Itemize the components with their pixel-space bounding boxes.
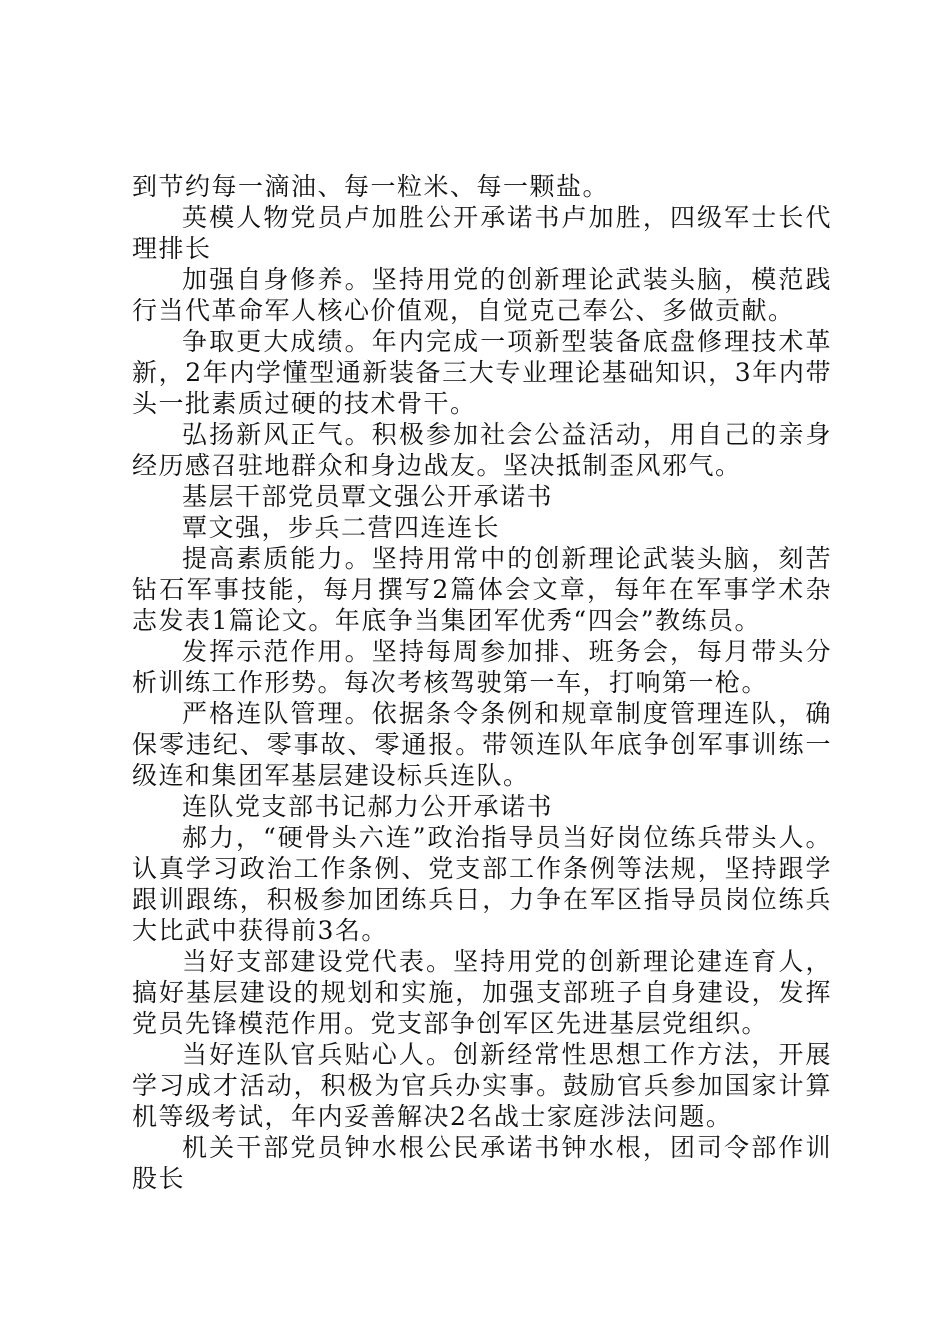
paragraph: 弘扬新风正气。积极参加社会公益活动，用自己的亲身经历感召驻地群众和身边战友。坚决抵制歪风邪气。 [132, 420, 832, 480]
pledge-author-line: 覃文强，步兵二营四连连长 [182, 513, 501, 542]
paragraph: 提高素质能力。坚持用常中的创新理论武装头脑，刻苦钻石军事技能，每月撰写2篇体会文章，每年在军事学术杂志发表1篇论文。年底争当集团军优秀“四会”教练员。 [132, 544, 832, 635]
pledge-heading-zhongshuigen: 机关干部党员钟水根公民承诺书钟水根，团司令部作训股长 [132, 1133, 832, 1193]
paragraph: 加强自身修养。坚持用党的创新理论武装头脑，模范践行当代革命军人核心价值观，自觉克己奉公、多做贡献。 [132, 265, 832, 325]
paragraph-continuation: 到节约每一滴油、每一粒米、每一颗盐。 [132, 172, 610, 201]
paragraph: 当好支部建设党代表。坚持用党的创新理论建连育人，搞好基层建设的规划和实施，加强支部班子自身建设，发挥党员先锋模范作用。党支部争创军区先进基层党组织。 [132, 947, 832, 1038]
pledge-heading-lujiasheng: 英模人物党员卢加胜公开承诺书卢加胜，四级军士长代理排长 [132, 203, 832, 263]
paragraph: 严格连队管理。依据条令条例和规章制度管理连队，确保零违纪、零事故、零通报。带领连队年底争创军事训练一级连和集团军基层建设标兵连队。 [132, 699, 832, 790]
paragraph: 当好连队官兵贴心人。创新经常性思想工作方法，开展学习成才活动，积极为官兵办实事。鼓励官兵参加国家计算机等级考试，年内妥善解决2名战士家庭涉法问题。 [132, 1040, 832, 1131]
paragraph: 争取更大成绩。年内完成一项新型装备底盘修理技术革新，2年内学懂型通新装备三大专业理论基础知识，3年内带头一批素质过硬的技术骨干。 [132, 327, 832, 418]
pledge-heading-qinwenqiang: 基层干部党员覃文强公开承诺书 [182, 482, 554, 511]
paragraph: 郝力，“硬骨头六连”政治指导员当好岗位练兵带头人。认真学习政治工作条例、党支部工作条例等法规，坚持跟学跟训跟练，积极参加团练兵日，力争在军区指导员岗位练兵大比武中获得前3名。 [132, 823, 832, 945]
document-body [132, 171, 832, 1194]
pledge-heading-haoli: 连队党支部书记郝力公开承诺书 [182, 792, 554, 821]
paragraph: 发挥示范作用。坚持每周参加排、班务会，每月带头分析训练工作形势。每次考核驾驶第一车，打响第一枪。 [132, 637, 832, 697]
